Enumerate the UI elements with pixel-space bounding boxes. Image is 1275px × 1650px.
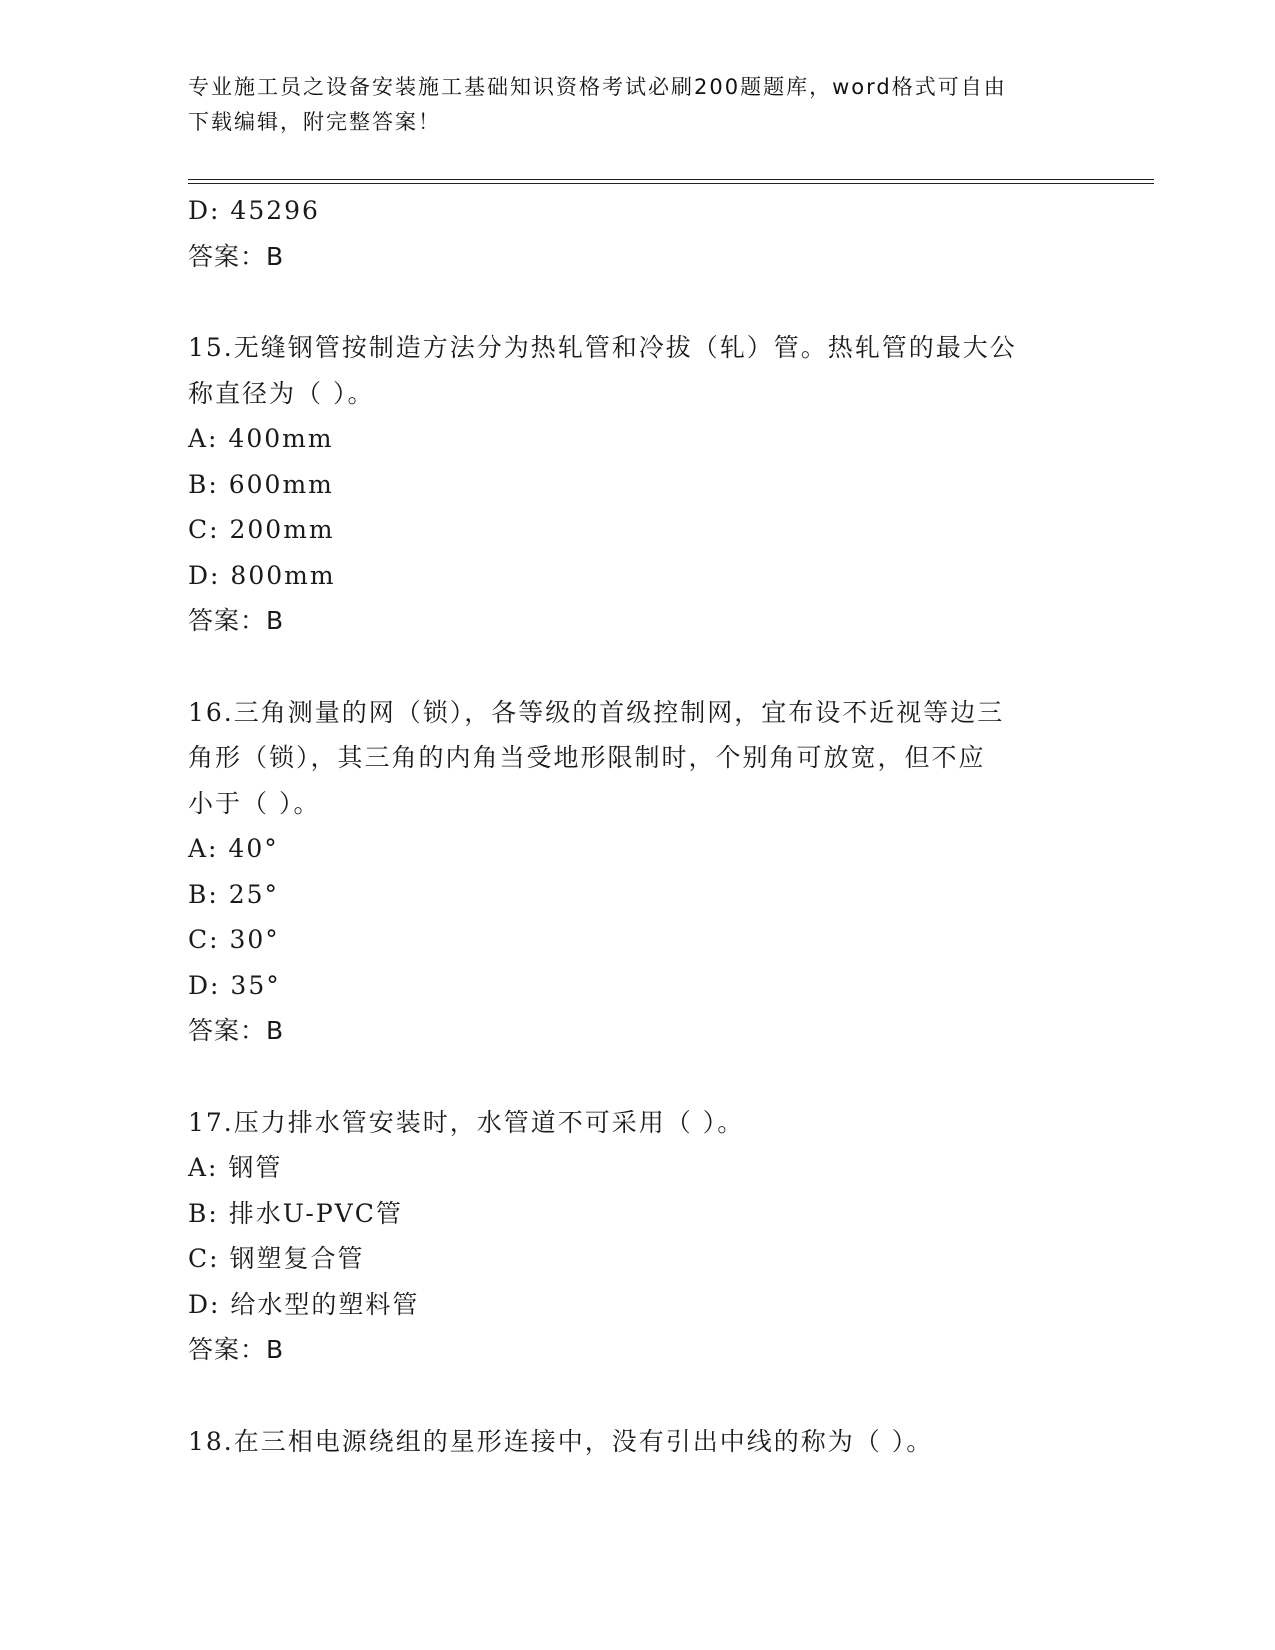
- question-16-line-2: 角形（锁），其三角的内角当受地形限制时，个别角可放宽，但不应: [188, 743, 986, 772]
- header-line-1: 专业施工员之设备安装施工基础知识资格考试必刷200题题库，word格式可自由: [188, 75, 1007, 99]
- question-15-line-2: 称直径为（ ）。: [188, 378, 375, 408]
- question-17-line-1: 17.压力排水管安装时，水管道不可采用（ ）。: [188, 1107, 745, 1137]
- question-16: [188, 690, 1088, 827]
- question-18: [188, 1419, 1088, 1465]
- question-15: [188, 325, 1088, 416]
- spacer: [188, 1373, 1088, 1419]
- question-17: [188, 1100, 1088, 1146]
- question-15-option-a: A: 400mm: [188, 424, 334, 453]
- question-17-answer: 答案：B: [188, 1335, 285, 1364]
- question-16-answer: 答案：B: [188, 1016, 285, 1045]
- spacer: [188, 644, 1088, 690]
- question-17-option-a: A: 钢管: [188, 1153, 283, 1182]
- question-16-line-3: 小于（ ）。: [188, 788, 321, 818]
- question-15-option-b: B: 600mm: [188, 469, 334, 499]
- question-16-option-a: A: 40°: [188, 834, 279, 863]
- question-17-option-d: D: 给水型的塑料管: [188, 1289, 420, 1319]
- question-15-line-1: 15.无缝钢管按制造方法分为热轧管和冷拔（轧）管。热轧管的最大公: [188, 333, 1017, 362]
- prev-option-d: D: 45296: [188, 196, 320, 225]
- question-16-line-1: 16.三角测量的网（锁），各等级的首级控制网，宜布设不近视等边三: [188, 697, 1005, 727]
- question-16-option-c: C: 30°: [188, 925, 280, 954]
- question-17-option-c: C: 钢塑复合管: [188, 1244, 365, 1273]
- question-15-option-c: C: 200mm: [188, 515, 335, 544]
- spacer: [188, 1054, 1088, 1100]
- document-header: [188, 70, 1088, 140]
- prev-answer: 答案：B: [188, 241, 285, 271]
- question-15-answer: 答案：B: [188, 606, 285, 635]
- spacer: [188, 279, 1088, 325]
- question-18-line-1: 18.在三相电源绕组的星形连接中，没有引出中线的称为（ ）。: [188, 1426, 934, 1456]
- header-line-2: 下载编辑，附完整答案！: [188, 110, 441, 134]
- header-rule-bottom: [188, 183, 1154, 184]
- question-content: [188, 188, 1088, 1464]
- question-17-option-b: B: 排水U-PVC管: [188, 1198, 403, 1228]
- question-15-option-d: D: 800mm: [188, 560, 336, 590]
- question-16-option-b: B: 25°: [188, 879, 280, 909]
- question-16-option-d: D: 35°: [188, 970, 281, 1000]
- header-rule-top: [188, 179, 1154, 180]
